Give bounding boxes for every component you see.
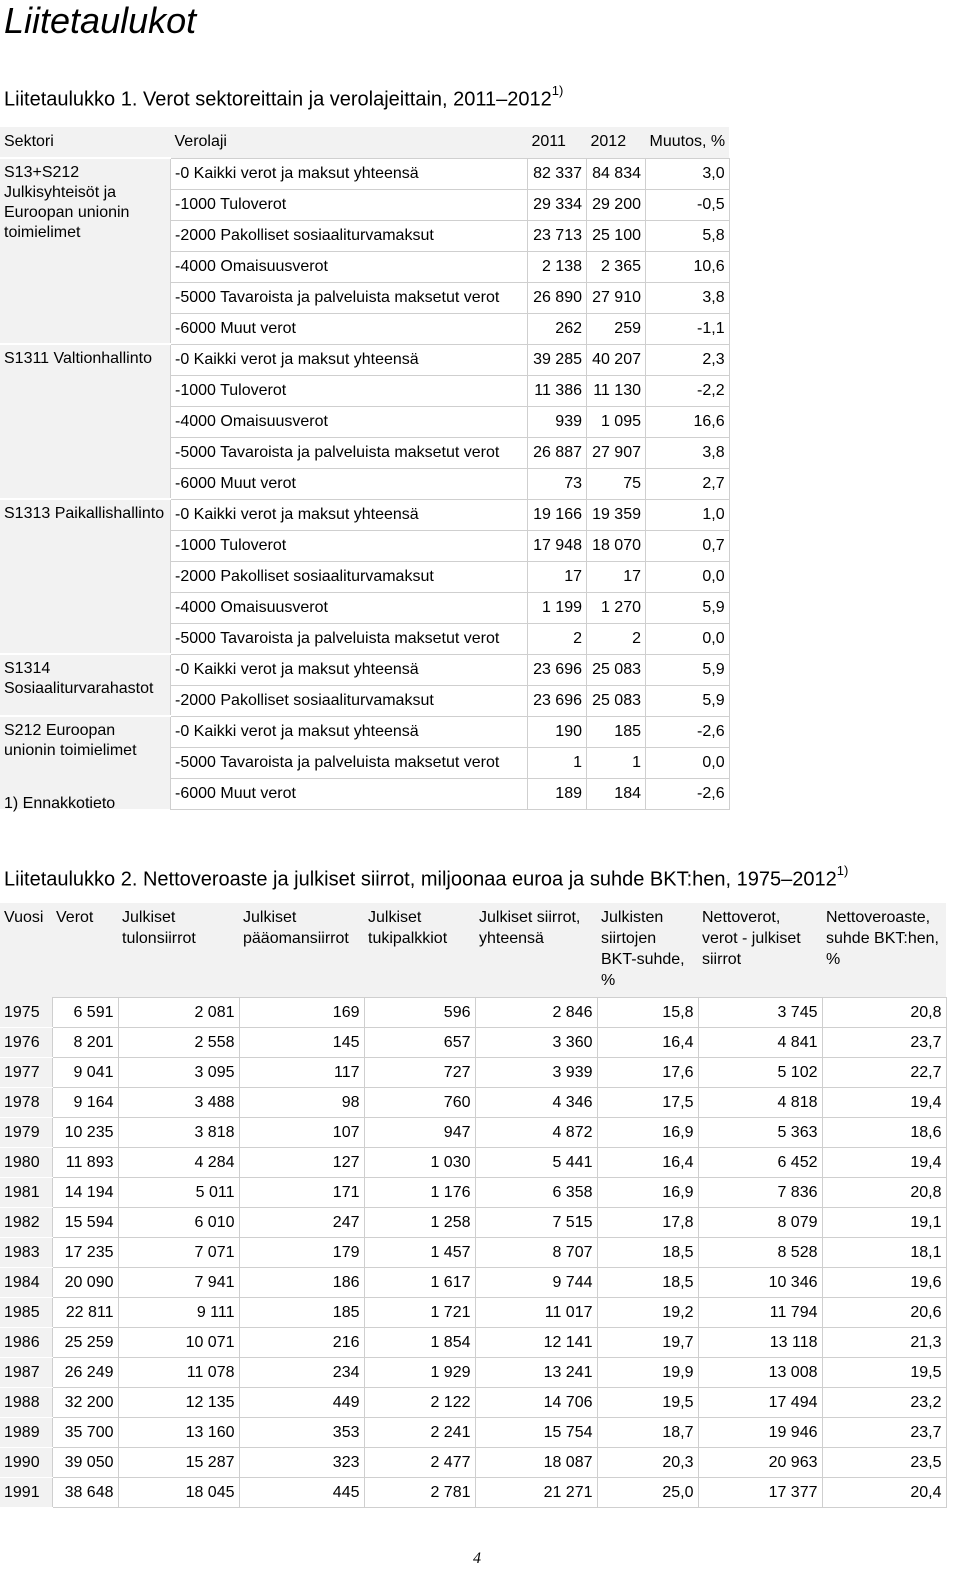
value-cell: 17 948 <box>528 530 587 561</box>
value-cell: 11 078 <box>118 1358 239 1388</box>
year-cell: 1989 <box>0 1418 52 1448</box>
value-cell: 35 700 <box>52 1418 118 1448</box>
tax-type-cell: -6000 Muut verot <box>171 313 528 344</box>
page-number: 4 <box>473 1550 481 1567</box>
year-cell: 1976 <box>0 1028 52 1058</box>
column-header: Nettoveroaste, suhde BKT:hen, % <box>822 903 946 998</box>
value-cell: 7 836 <box>698 1178 822 1208</box>
tax-type-cell: -0 Kaikki verot ja maksut yhteensä <box>171 158 528 189</box>
year-cell: 1990 <box>0 1448 52 1478</box>
table-row <box>0 1208 946 1238</box>
sector-label: S1314 Sosiaaliturvarahastot <box>0 654 171 716</box>
table2-title: Liitetaulukko 2. Nettoveroaste ja julkiset siirrot, miljoonaa euroa ja suhde BKT:hen, 1975–2012$^{1)}$ <box>4 863 849 891</box>
value-cell: 17 <box>528 561 587 592</box>
value-cell: 5 011 <box>118 1178 239 1208</box>
table-row <box>0 1298 946 1328</box>
value-cell: 20,8 <box>822 998 946 1028</box>
value-cell: 11 794 <box>698 1298 822 1328</box>
value-cell: 2,7 <box>646 468 730 499</box>
value-cell: 2 <box>528 623 587 654</box>
value-cell: 1 <box>587 747 646 778</box>
tax-type-cell: -2000 Pakolliset sosiaaliturvamaksut <box>171 561 528 592</box>
value-cell: 3,0 <box>646 158 730 189</box>
value-cell: 10 346 <box>698 1268 822 1298</box>
value-cell: 8 707 <box>475 1238 597 1268</box>
table-row <box>0 1148 946 1178</box>
value-cell: 2 081 <box>118 998 239 1028</box>
value-cell: 25,0 <box>597 1478 698 1508</box>
value-cell: 939 <box>528 406 587 437</box>
value-cell: 16,9 <box>597 1118 698 1148</box>
value-cell: 13 118 <box>698 1328 822 1358</box>
value-cell: 6 010 <box>118 1208 239 1238</box>
value-cell: 13 241 <box>475 1358 597 1388</box>
page-title: Liitetaulukot <box>4 0 197 41</box>
value-cell: 23 696 <box>528 685 587 716</box>
table-row <box>0 1478 946 1508</box>
value-cell: 19,7 <box>597 1328 698 1358</box>
value-cell: 1 457 <box>364 1238 475 1268</box>
tax-type-cell: -5000 Tavaroista ja palveluista maksetut verot <box>171 437 528 468</box>
value-cell: 185 <box>587 716 646 747</box>
year-cell: 1978 <box>0 1088 52 1118</box>
value-cell: 16,4 <box>597 1148 698 1178</box>
value-cell: 186 <box>239 1268 364 1298</box>
value-cell: 4 818 <box>698 1088 822 1118</box>
column-header: 2012 <box>587 127 646 158</box>
column-header: Muutos, % <box>646 127 730 158</box>
value-cell: 27 910 <box>587 282 646 313</box>
sector-label: S212 Euroopan unionin toimielimet <box>0 716 171 809</box>
value-cell: 26 249 <box>52 1358 118 1388</box>
value-cell: 8 079 <box>698 1208 822 1238</box>
value-cell: 9 041 <box>52 1058 118 1088</box>
value-cell: 171 <box>239 1178 364 1208</box>
value-cell: 189 <box>528 778 587 809</box>
value-cell: 169 <box>239 998 364 1028</box>
value-cell: 25 100 <box>587 220 646 251</box>
table-row <box>0 1388 946 1418</box>
value-cell: 98 <box>239 1088 364 1118</box>
value-cell: 247 <box>239 1208 364 1238</box>
value-cell: 4 872 <box>475 1118 597 1148</box>
value-cell: 19,6 <box>822 1268 946 1298</box>
value-cell: 18 087 <box>475 1448 597 1478</box>
tax-type-cell: -5000 Tavaroista ja palveluista maksetut verot <box>171 623 528 654</box>
value-cell: 185 <box>239 1298 364 1328</box>
tax-type-cell: -0 Kaikki verot ja maksut yhteensä <box>171 344 528 375</box>
value-cell: 1 721 <box>364 1298 475 1328</box>
table-row <box>0 1448 946 1478</box>
value-cell: 2 558 <box>118 1028 239 1058</box>
tax-type-cell: -4000 Omaisuusverot <box>171 592 528 623</box>
value-cell: 19,1 <box>822 1208 946 1238</box>
value-cell: 13 160 <box>118 1418 239 1448</box>
value-cell: 6 591 <box>52 998 118 1028</box>
table-row <box>0 1058 946 1088</box>
year-cell: 1979 <box>0 1118 52 1148</box>
table-row <box>0 1418 946 1448</box>
value-cell: 19,5 <box>822 1358 946 1388</box>
value-cell: 3,8 <box>646 437 730 468</box>
value-cell: 11 017 <box>475 1298 597 1328</box>
column-header: Nettoverot, verot - julkiset siirrot <box>698 903 822 998</box>
value-cell: 9 164 <box>52 1088 118 1118</box>
value-cell: 5,9 <box>646 685 730 716</box>
value-cell: 17 235 <box>52 1238 118 1268</box>
tax-type-cell: -2000 Pakolliset sosiaaliturvamaksut <box>171 220 528 251</box>
year-cell: 1983 <box>0 1238 52 1268</box>
value-cell: 2,3 <box>646 344 730 375</box>
table-row <box>0 1178 946 1208</box>
value-cell: 0,0 <box>646 561 730 592</box>
value-cell: 38 648 <box>52 1478 118 1508</box>
value-cell: 18,6 <box>822 1118 946 1148</box>
column-header: Julkisten siirtojen BKT-suhde, % <box>597 903 698 998</box>
value-cell: 127 <box>239 1148 364 1178</box>
value-cell: 3 095 <box>118 1058 239 1088</box>
table-row <box>0 1328 946 1358</box>
value-cell: 17,5 <box>597 1088 698 1118</box>
value-cell: 20,8 <box>822 1178 946 1208</box>
tax-type-cell: -2000 Pakolliset sosiaaliturvamaksut <box>171 685 528 716</box>
tax-type-cell: -5000 Tavaroista ja palveluista maksetut verot <box>171 282 528 313</box>
tax-type-cell: -5000 Tavaroista ja palveluista maksetut verot <box>171 747 528 778</box>
value-cell: 19 946 <box>698 1418 822 1448</box>
table-row <box>0 344 729 375</box>
value-cell: 12 135 <box>118 1388 239 1418</box>
tax-type-cell: -6000 Muut verot <box>171 778 528 809</box>
value-cell: 27 907 <box>587 437 646 468</box>
value-cell: 5,9 <box>646 592 730 623</box>
value-cell: 19,5 <box>597 1388 698 1418</box>
value-cell: 25 083 <box>587 685 646 716</box>
table1-header-row <box>0 127 729 158</box>
value-cell: 17 494 <box>698 1388 822 1418</box>
value-cell: 2 781 <box>364 1478 475 1508</box>
net-tax-rate-table <box>0 903 947 1508</box>
value-cell: 10 071 <box>118 1328 239 1358</box>
value-cell: 18,1 <box>822 1238 946 1268</box>
table-row <box>0 1268 946 1298</box>
value-cell: 0,7 <box>646 530 730 561</box>
table-row <box>0 1118 946 1148</box>
tax-type-cell: -1000 Tuloverot <box>171 375 528 406</box>
value-cell: 4 841 <box>698 1028 822 1058</box>
value-cell: 445 <box>239 1478 364 1508</box>
value-cell: 19,4 <box>822 1148 946 1178</box>
table-row <box>0 998 946 1028</box>
value-cell: 12 141 <box>475 1328 597 1358</box>
value-cell: 2 <box>587 623 646 654</box>
value-cell: 16,6 <box>646 406 730 437</box>
value-cell: 4 284 <box>118 1148 239 1178</box>
year-cell: 1981 <box>0 1178 52 1208</box>
value-cell: 107 <box>239 1118 364 1148</box>
value-cell: 23,2 <box>822 1388 946 1418</box>
value-cell: 5 363 <box>698 1118 822 1148</box>
value-cell: 40 207 <box>587 344 646 375</box>
value-cell: 15 594 <box>52 1208 118 1238</box>
value-cell: 23,5 <box>822 1448 946 1478</box>
value-cell: 1 176 <box>364 1178 475 1208</box>
value-cell: 3,8 <box>646 282 730 313</box>
value-cell: 10 235 <box>52 1118 118 1148</box>
value-cell: 23 713 <box>528 220 587 251</box>
value-cell: 1 617 <box>364 1268 475 1298</box>
year-cell: 1988 <box>0 1388 52 1418</box>
value-cell: 20,4 <box>822 1478 946 1508</box>
value-cell: 3 745 <box>698 998 822 1028</box>
value-cell: 0,0 <box>646 623 730 654</box>
value-cell: 14 706 <box>475 1388 597 1418</box>
table-row <box>0 1028 946 1058</box>
value-cell: 7 515 <box>475 1208 597 1238</box>
value-cell: 15 754 <box>475 1418 597 1448</box>
value-cell: -2,6 <box>646 716 730 747</box>
value-cell: 21 271 <box>475 1478 597 1508</box>
value-cell: 19,4 <box>822 1088 946 1118</box>
value-cell: 18,5 <box>597 1268 698 1298</box>
value-cell: 20 963 <box>698 1448 822 1478</box>
value-cell: 6 452 <box>698 1148 822 1178</box>
column-header: Julkiset pääomansiirrot <box>239 903 364 998</box>
value-cell: 19 166 <box>528 499 587 530</box>
column-header: Verolaji <box>171 127 528 158</box>
value-cell: 29 200 <box>587 189 646 220</box>
value-cell: 3 818 <box>118 1118 239 1148</box>
value-cell: 596 <box>364 998 475 1028</box>
value-cell: 32 200 <box>52 1388 118 1418</box>
value-cell: 17,6 <box>597 1058 698 1088</box>
value-cell: 2 241 <box>364 1418 475 1448</box>
value-cell: 23,7 <box>822 1028 946 1058</box>
value-cell: 39 050 <box>52 1448 118 1478</box>
value-cell: -1,1 <box>646 313 730 344</box>
value-cell: 20,6 <box>822 1298 946 1328</box>
value-cell: 6 358 <box>475 1178 597 1208</box>
value-cell: 117 <box>239 1058 364 1088</box>
value-cell: 1 854 <box>364 1328 475 1358</box>
value-cell: -0,5 <box>646 189 730 220</box>
year-cell: 1984 <box>0 1268 52 1298</box>
value-cell: 3 360 <box>475 1028 597 1058</box>
table2-header-row <box>0 903 946 998</box>
value-cell: 145 <box>239 1028 364 1058</box>
value-cell: 449 <box>239 1388 364 1418</box>
value-cell: 23 696 <box>528 654 587 685</box>
table-row <box>0 654 729 685</box>
value-cell: 1 199 <box>528 592 587 623</box>
tax-type-cell: -0 Kaikki verot ja maksut yhteensä <box>171 716 528 747</box>
value-cell: 29 334 <box>528 189 587 220</box>
value-cell: 2 846 <box>475 998 597 1028</box>
value-cell: 7 071 <box>118 1238 239 1268</box>
value-cell: 9 111 <box>118 1298 239 1328</box>
value-cell: 21,3 <box>822 1328 946 1358</box>
value-cell: 5,8 <box>646 220 730 251</box>
value-cell: 179 <box>239 1238 364 1268</box>
value-cell: 13 008 <box>698 1358 822 1388</box>
value-cell: 184 <box>587 778 646 809</box>
value-cell: 22 811 <box>52 1298 118 1328</box>
value-cell: 8 201 <box>52 1028 118 1058</box>
value-cell: 19,9 <box>597 1358 698 1388</box>
table-row <box>0 1358 946 1388</box>
year-cell: 1977 <box>0 1058 52 1088</box>
column-header: 2011 <box>528 127 587 158</box>
value-cell: 39 285 <box>528 344 587 375</box>
value-cell: 14 194 <box>52 1178 118 1208</box>
value-cell: 19 359 <box>587 499 646 530</box>
value-cell: 15,8 <box>597 998 698 1028</box>
column-header: Julkiset tulonsiirrot <box>118 903 239 998</box>
value-cell: 262 <box>528 313 587 344</box>
value-cell: 323 <box>239 1448 364 1478</box>
value-cell: 1,0 <box>646 499 730 530</box>
column-header: Verot <box>52 903 118 998</box>
tax-type-cell: -0 Kaikki verot ja maksut yhteensä <box>171 654 528 685</box>
value-cell: 18,5 <box>597 1238 698 1268</box>
value-cell: 8 528 <box>698 1238 822 1268</box>
value-cell: 19,2 <box>597 1298 698 1328</box>
value-cell: 5 102 <box>698 1058 822 1088</box>
value-cell: -2,6 <box>646 778 730 809</box>
value-cell: 1 270 <box>587 592 646 623</box>
value-cell: 657 <box>364 1028 475 1058</box>
value-cell: 26 890 <box>528 282 587 313</box>
value-cell: 2 138 <box>528 251 587 282</box>
value-cell: 15 287 <box>118 1448 239 1478</box>
footnote: 1) Ennakkotieto <box>4 795 116 812</box>
year-cell: 1975 <box>0 998 52 1028</box>
value-cell: 5,9 <box>646 654 730 685</box>
value-cell: -2,2 <box>646 375 730 406</box>
value-cell: 259 <box>587 313 646 344</box>
value-cell: 11 386 <box>528 375 587 406</box>
tax-type-cell: -0 Kaikki verot ja maksut yhteensä <box>171 499 528 530</box>
value-cell: 216 <box>239 1328 364 1358</box>
year-cell: 1987 <box>0 1358 52 1388</box>
year-cell: 1982 <box>0 1208 52 1238</box>
value-cell: 2 477 <box>364 1448 475 1478</box>
value-cell: 1 <box>528 747 587 778</box>
value-cell: 20,3 <box>597 1448 698 1478</box>
value-cell: 3 488 <box>118 1088 239 1118</box>
sector-label: S1313 Paikallishallinto <box>0 499 171 654</box>
value-cell: 84 834 <box>587 158 646 189</box>
value-cell: 16,4 <box>597 1028 698 1058</box>
table-row <box>0 158 729 189</box>
value-cell: 75 <box>587 468 646 499</box>
value-cell: 7 941 <box>118 1268 239 1298</box>
value-cell: 190 <box>528 716 587 747</box>
value-cell: 11 130 <box>587 375 646 406</box>
value-cell: 23,7 <box>822 1418 946 1448</box>
tax-type-cell: -4000 Omaisuusverot <box>171 406 528 437</box>
value-cell: 1 929 <box>364 1358 475 1388</box>
value-cell: 0,0 <box>646 747 730 778</box>
value-cell: 10,6 <box>646 251 730 282</box>
value-cell: 17 <box>587 561 646 592</box>
value-cell: 18 045 <box>118 1478 239 1508</box>
value-cell: 3 939 <box>475 1058 597 1088</box>
value-cell: 9 744 <box>475 1268 597 1298</box>
tax-type-cell: -1000 Tuloverot <box>171 189 528 220</box>
value-cell: 2 122 <box>364 1388 475 1418</box>
value-cell: 20 090 <box>52 1268 118 1298</box>
value-cell: 16,9 <box>597 1178 698 1208</box>
value-cell: 17,8 <box>597 1208 698 1238</box>
value-cell: 5 441 <box>475 1148 597 1178</box>
value-cell: 727 <box>364 1058 475 1088</box>
value-cell: 1 258 <box>364 1208 475 1238</box>
table1-title: Liitetaulukko 1. Verot sektoreittain ja verolajeittain, 2011–2012$^{1)}$ <box>4 83 564 111</box>
column-header: Vuosi <box>0 903 52 998</box>
value-cell: 26 887 <box>528 437 587 468</box>
value-cell: 22,7 <box>822 1058 946 1088</box>
value-cell: 947 <box>364 1118 475 1148</box>
value-cell: 4 346 <box>475 1088 597 1118</box>
table-row <box>0 499 729 530</box>
column-header: Sektori <box>0 127 171 158</box>
year-cell: 1986 <box>0 1328 52 1358</box>
value-cell: 353 <box>239 1418 364 1448</box>
value-cell: 82 337 <box>528 158 587 189</box>
year-cell: 1991 <box>0 1478 52 1508</box>
tax-type-cell: -1000 Tuloverot <box>171 530 528 561</box>
value-cell: 1 030 <box>364 1148 475 1178</box>
sector-label: S1311 Valtionhallinto <box>0 344 171 499</box>
column-header: Julkiset tukipalkkiot <box>364 903 475 998</box>
value-cell: 17 377 <box>698 1478 822 1508</box>
value-cell: 25 259 <box>52 1328 118 1358</box>
value-cell: 2 365 <box>587 251 646 282</box>
tax-by-sector-table <box>0 127 730 810</box>
value-cell: 1 095 <box>587 406 646 437</box>
value-cell: 18 070 <box>587 530 646 561</box>
value-cell: 234 <box>239 1358 364 1388</box>
value-cell: 18,7 <box>597 1418 698 1448</box>
table-row <box>0 1238 946 1268</box>
tax-type-cell: -6000 Muut verot <box>171 468 528 499</box>
tax-type-cell: -4000 Omaisuusverot <box>171 251 528 282</box>
sector-label: S13+S212 Julkisyhteisöt ja Euroopan unionin toimielimet <box>0 158 171 344</box>
table-row <box>0 1088 946 1118</box>
year-cell: 1980 <box>0 1148 52 1178</box>
value-cell: 73 <box>528 468 587 499</box>
table-row <box>0 716 729 747</box>
value-cell: 25 083 <box>587 654 646 685</box>
value-cell: 760 <box>364 1088 475 1118</box>
value-cell: 11 893 <box>52 1148 118 1178</box>
column-header: Julkiset siirrot, yhteensä <box>475 903 597 998</box>
year-cell: 1985 <box>0 1298 52 1328</box>
